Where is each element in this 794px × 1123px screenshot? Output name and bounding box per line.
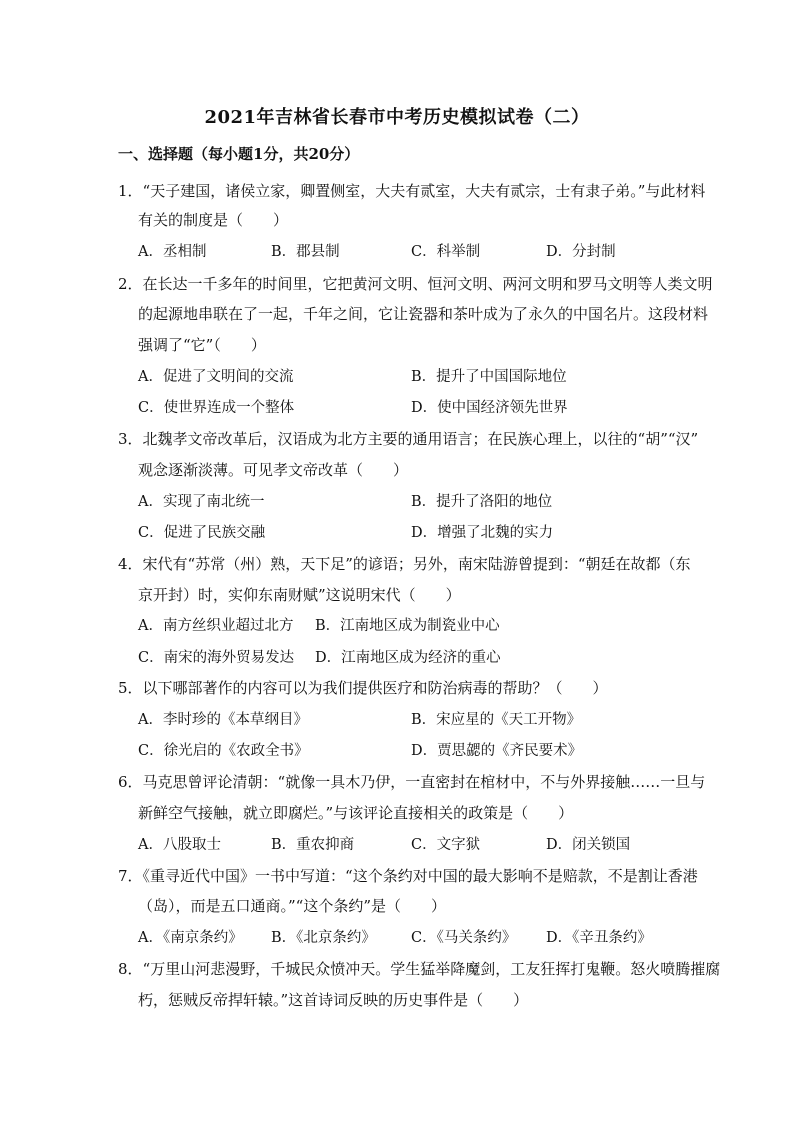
question-5-option-c: C．徐光启的《农政全书》: [138, 743, 309, 759]
section-heading: 一、选择题（每小题1分，共20分）: [118, 145, 360, 163]
question-3-line-2: 观念逐渐淡薄。可见孝文帝改革（ ）: [138, 461, 409, 479]
question-1-option-d: D．分封制: [546, 244, 616, 260]
question-7-option-a: A．《南京条约》: [138, 930, 243, 946]
question-5-line-1: 5．以下哪部著作的内容可以为我们提供医疗和防治病毒的帮助？（ ）: [118, 679, 608, 697]
question-3-option-a: A．实现了南北统一: [138, 494, 265, 510]
question-4-line-2: 京开封）时，实仰东南财赋”这说明宋代（ ）: [138, 586, 461, 604]
question-2-line-1: 2．在长达一千多年的时间里，它把黄河文明、恒河文明、两河文明和罗马文明等人类文明: [118, 275, 713, 293]
question-3-option-b: B．提升了洛阳的地位: [411, 494, 553, 510]
question-4-line-1: 4．宋代有“苏常（州）熟，天下足”的谚语；另外，南宋陆游曾提到：“朝廷在故都（东: [118, 555, 691, 573]
question-3-option-c: C．促进了民族交融: [138, 525, 266, 541]
question-8-line-1: 8．“万里山河悲漫野，千城民众愤冲天。学生猛举降魔剑，工友狂挥打鬼鞭。怒火喷腾摧腐: [118, 960, 721, 978]
question-2-option-a: A．促进了文明间的交流: [138, 369, 294, 385]
question-6-option-d: D．闭关锁国: [546, 837, 631, 853]
question-7-option-c: C．《马关条约》: [411, 930, 517, 946]
question-1-line-1: 1．“天子建国，诸侯立家，卿置侧室，大夫有贰室，大夫有贰宗，士有隶子弟。”与此材料: [118, 182, 706, 200]
question-6-line-2: 新鲜空气接触，就立即腐烂。”与该评论直接相关的政策是（ ）: [138, 804, 574, 822]
question-3-line-1: 3．北魏孝文帝改革后，汉语成为北方主要的通用语言；在民族心理上，以往的“胡”“汉”: [118, 430, 699, 448]
question-4-option-b: B．江南地区成为制瓷业中心: [315, 618, 500, 634]
question-2-option-b: B．提升了中国国际地位: [411, 369, 567, 385]
question-4-option-c: C．南宋的海外贸易发达: [138, 650, 295, 666]
question-5-option-a: A．李时珍的《本草纲目》: [138, 712, 308, 728]
question-2-line-2: 的起源地串联在了一起，千年之间，它让瓷器和茶叶成为了永久的中国名片。这段材料: [138, 305, 709, 323]
question-3-option-d: D．增强了北魏的实力: [411, 525, 554, 541]
question-2-option-c: C．使世界连成一个整体: [138, 400, 295, 416]
question-4-option-d: D．江南地区成为经济的重心: [315, 650, 501, 666]
question-7-line-2: （岛），而是五口通商。”“这个条约”是（ ）: [138, 897, 447, 915]
question-6-option-c: C．文字狱: [411, 837, 481, 853]
question-2-line-3: 强调了“它”（ ）: [138, 336, 266, 354]
question-4-option-a: A．南方丝织业超过北方: [138, 618, 294, 634]
question-7-option-d: D．《辛丑条约》: [546, 930, 652, 946]
question-6-option-a: A．八股取士: [138, 837, 221, 853]
question-5-option-b: B．宋应星的《天工开物》: [411, 712, 582, 728]
question-7-line-1: 7．《重寻近代中国》一书中写道：“这个条约对中国的最大影响不是赔款，不是割让香港: [118, 867, 698, 885]
question-2-option-d: D．使中国经济领先世界: [411, 400, 568, 416]
question-5-option-d: D．贾思勰的《齐民要术》: [411, 743, 583, 759]
question-6-line-1: 6．马克思曾评论清朝：“就像一具木乃伊，一直密封在棺材中，不与外界接触……一旦与: [118, 773, 706, 791]
question-1-line-2: 有关的制度是（ ）: [138, 211, 289, 229]
question-7-option-b: B．《北京条约》: [271, 930, 376, 946]
question-1-option-b: B．郡县制: [271, 244, 340, 260]
question-6-option-b: B．重农抑商: [271, 837, 355, 853]
page-title: 2021年吉林省长春市中考历史模拟试卷（二）: [204, 107, 590, 128]
question-1-option-c: C．科举制: [411, 244, 481, 260]
question-1-option-a: A．丞相制: [138, 244, 207, 260]
question-8-line-2: 朽，惩贼反帝捍轩辕。”这首诗词反映的历史事件是（ ）: [138, 991, 529, 1009]
